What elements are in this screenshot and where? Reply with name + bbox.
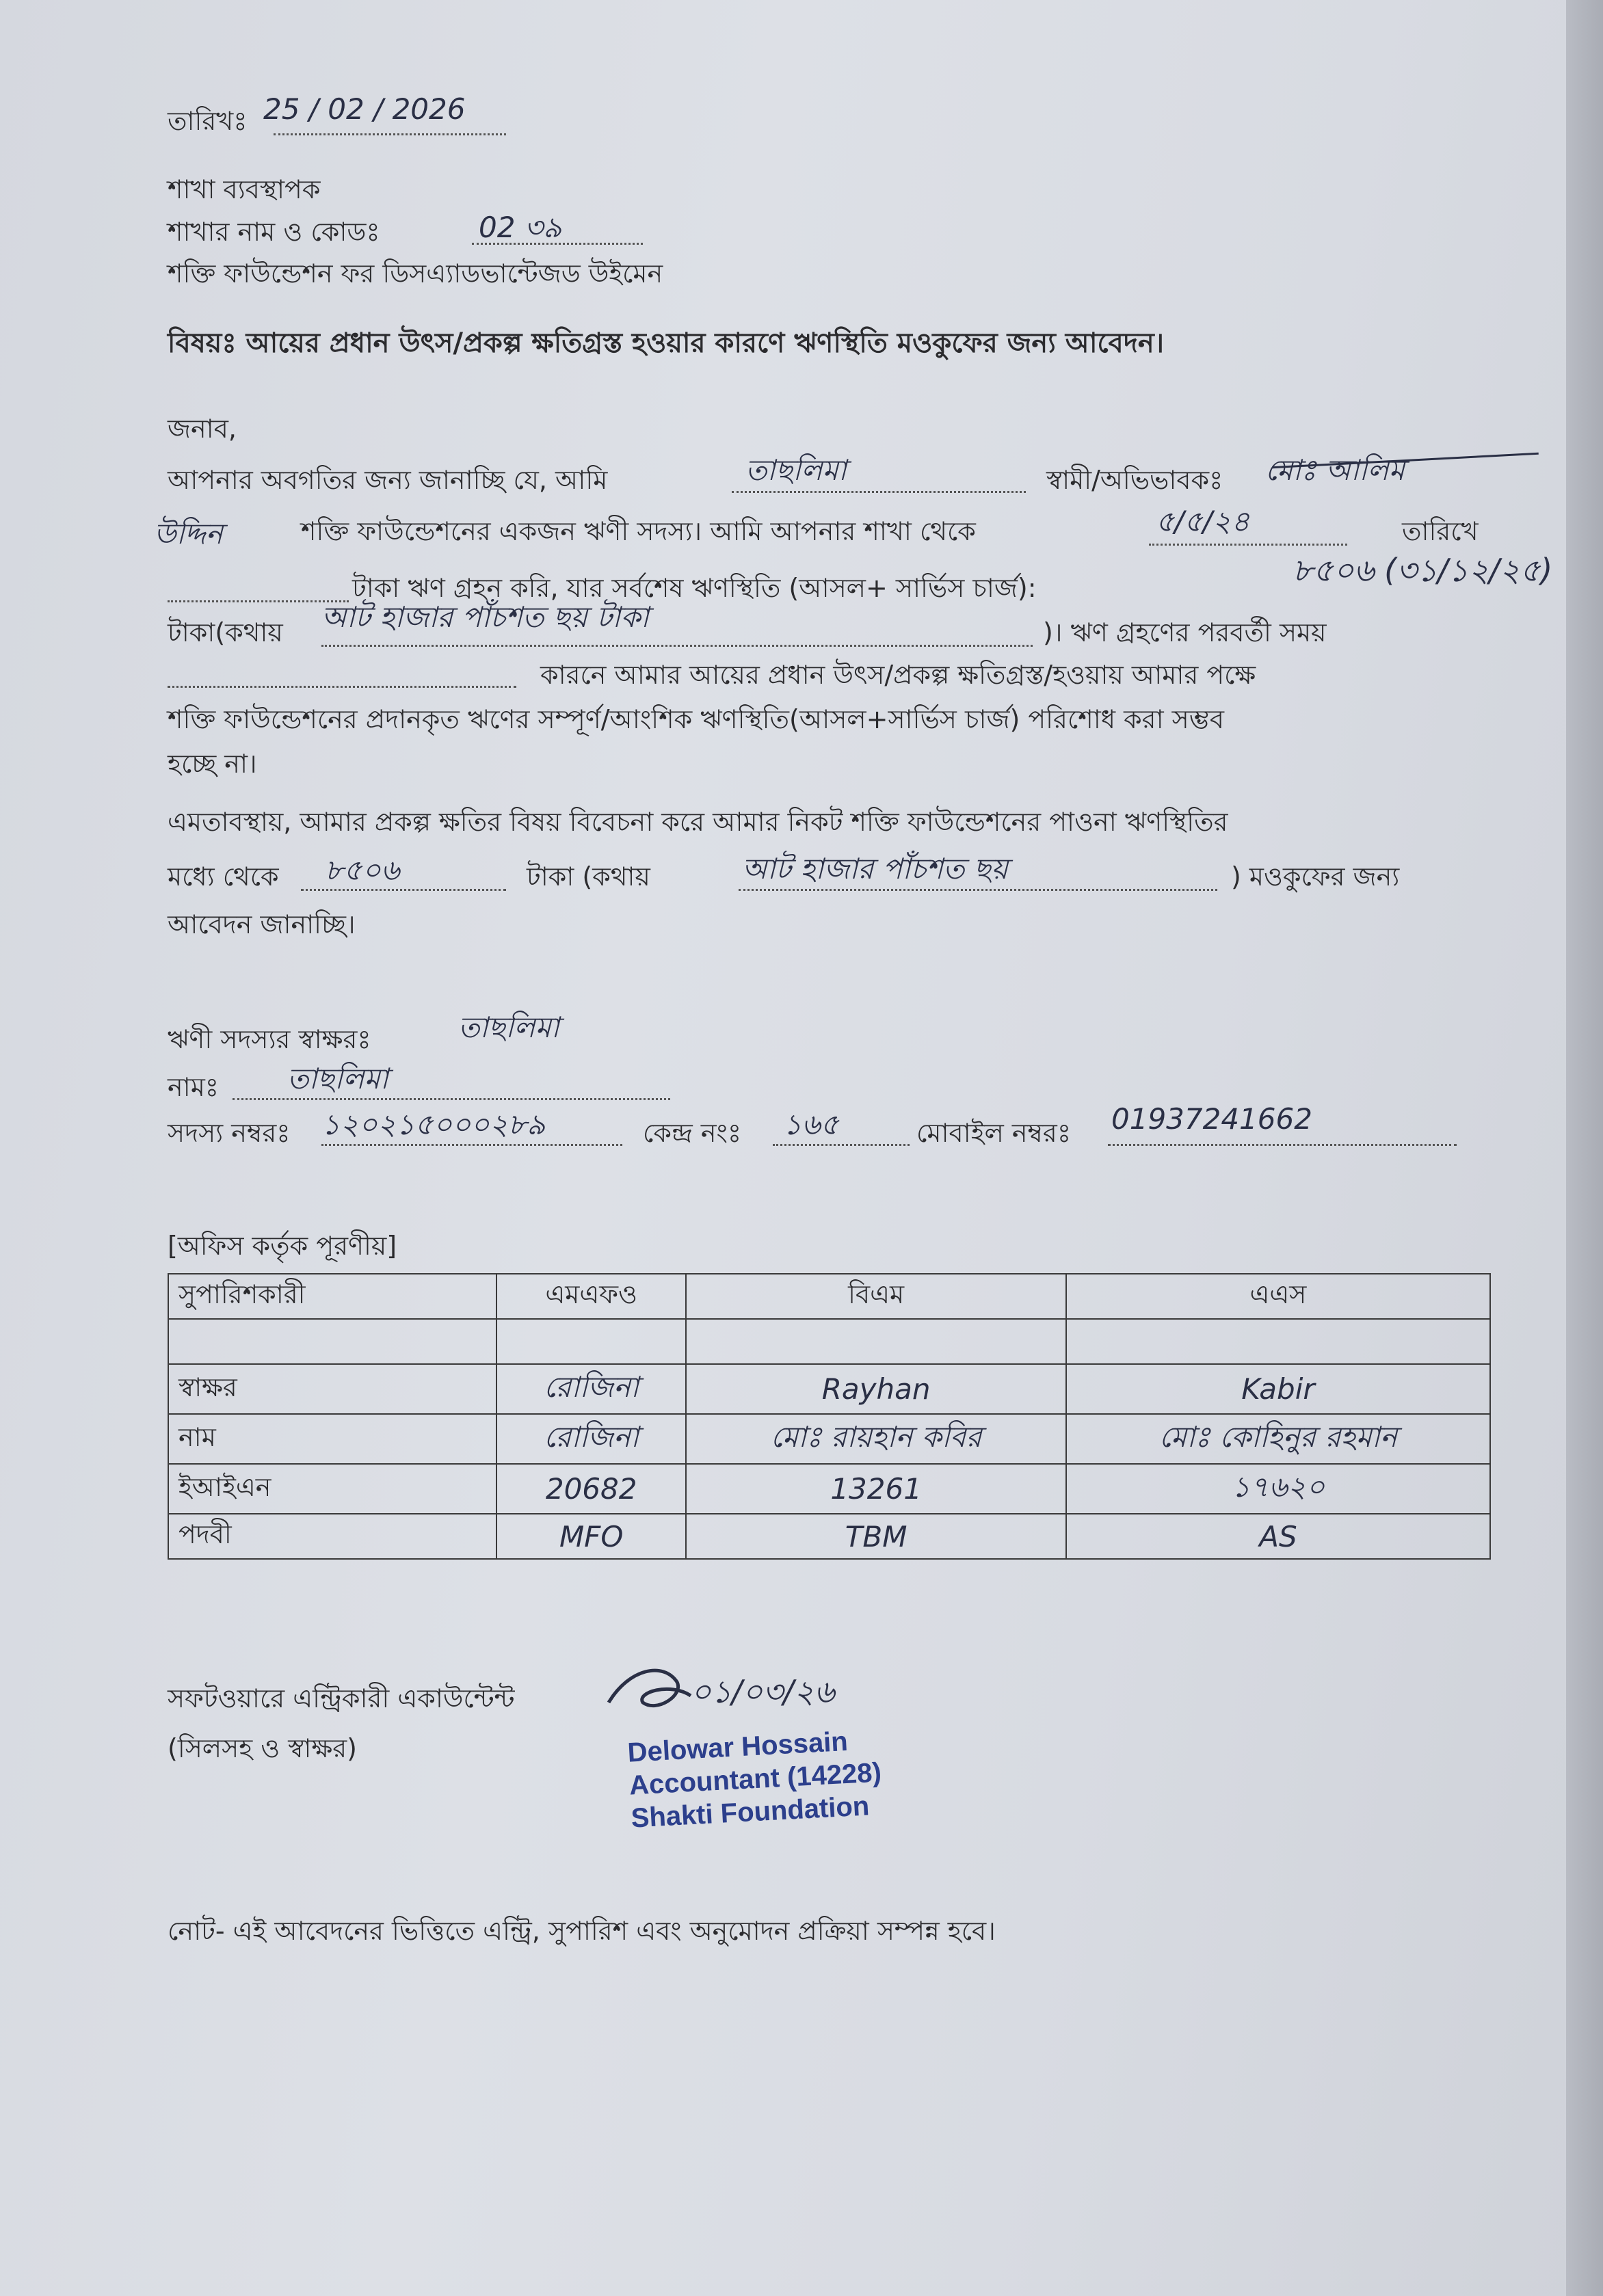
member-number-label: সদস্য নম্বরঃ [168,1118,291,1148]
para1-line7: হচ্ছে না। [168,749,257,779]
table-cell: MFO [496,1514,686,1559]
member-name-value: তাছলিমা [287,1062,388,1095]
applicant-name-value: তাছলিমা [745,453,847,487]
table-cell [1066,1319,1490,1364]
accountant-stamp [626,1723,884,1834]
outstanding-value: ৮৫০৬ (৩১/১২/২৫) [1293,552,1553,589]
para1-line5: কারনে আমার আয়ের প্রধান উৎস/প্রকল্প ক্ষতিগ্রস্ত/হওয়ায় আমার পক্ষে [540,660,1256,690]
table-cell: স্বাক্ষর [168,1364,496,1414]
table-row [168,1414,1490,1464]
waiver-words-value: আট হাজার পাঁচশত ছয় [742,852,1008,885]
guardian-value-2: উদ্দিন [154,517,223,550]
para1-line2-b: তারিখে [1402,516,1479,546]
date-label: তারিখঃ [168,106,248,136]
subject-line: বিষয়ঃ আয়ের প্রধান উৎস/প্রকল্প ক্ষতিগ্রস্ত হওয়ার কারণে ঋণস্থিতি মওকুফের জন্য আবেদন। [168,328,1165,359]
table-cell: মোঃ কোহিনুর রহমান [1066,1414,1490,1464]
stamp-line: Delowar Hossain [626,1726,849,1768]
member-signature-label: ঋণী সদস্যর স্বাক্ষরঃ [168,1024,371,1054]
table-cell [686,1319,1066,1364]
para2-line2-b: টাকা (কথায় [527,862,650,892]
office-table [168,1273,1491,1560]
accountant-note: (সিলসহ ও স্বাক্ষর) [168,1733,357,1763]
table-cell [168,1319,496,1364]
guardian-label: স্বামী/অভিভাবকঃ [1046,465,1223,495]
table-cell: TBM [686,1514,1066,1559]
para1-line4-a: টাকা(কথায় [168,617,283,648]
table-cell: নাম [168,1414,496,1464]
stamp-line: Accountant (14228) [628,1757,882,1801]
table-cell: এএস [1066,1274,1490,1319]
para1-line1-a: আপনার অবগতির জন্য জানাচ্ছি যে, আমি [168,465,608,495]
table-cell: মোঃ রায়হান কবির [686,1414,1066,1464]
date-dotline [274,133,506,135]
table-cell: 20682 [496,1464,686,1514]
addressee-title: শাখা ব্যবস্থাপক [168,174,321,204]
center-value: ১৬৫ [783,1108,839,1141]
para2-line3: আবেদন জানাচ্ছি। [168,909,356,939]
table-row [168,1514,1490,1559]
table-row [168,1364,1490,1414]
table-cell: সুপারিশকারী [168,1274,496,1319]
date-value: 25 / 02 / 2026 [263,92,466,126]
para2-line2-c: ) মওকুফের জন্য [1231,862,1400,892]
footer-note: নোট- এই আবেদনের ভিত্তিতে এন্ট্রি, সুপারিশ এবং অনুমোদন প্রক্রিয়া সম্পন্ন হবে। [168,1916,996,1946]
organization-name: শক্তি ফাউন্ডেশন ফর ডিসএ্যাডভান্টেজড উইমেন [168,258,663,289]
background-shadow [1566,0,1603,2296]
para2-line1: এমতাবস্থায়, আমার প্রকল্প ক্ষতির বিষয় বিবেচনা করে আমার নিকট শক্তি ফাউন্ডেশনের পাওনা ঋণস্থিতির [168,807,1228,837]
accountant-signature-date: ০১/০৩/২৬ [691,1673,835,1710]
table-row [168,1274,1490,1319]
table-cell [496,1319,686,1364]
accountant-label: সফটওয়ারে এন্ট্রিকারী একাউন্টেন্ট [168,1683,515,1713]
salutation: জনাব, [168,414,237,444]
mobile-dotline [1108,1144,1457,1146]
table-cell: AS [1066,1514,1490,1559]
mobile-label: মোবাইল নম্বরঃ [916,1118,1072,1148]
center-label: কেন্দ্র নংঃ [643,1118,742,1148]
branch-label: শাখার নাম ও কোডঃ [168,217,380,247]
para1-line6: শক্তি ফাউন্ডেশনের প্রদানকৃত ঋণের সম্পূর্ণ/আংশিক ঋণস্থিতি(আসল+সার্ভিস চার্জ) পরিশোধ করা সম্ভব [168,704,1224,734]
guardian-value-1: মোঃ আলিম [1265,453,1405,487]
table-cell: রোজিনা [496,1414,686,1464]
member-name-label: নামঃ [168,1072,220,1102]
table-cell: পদবী [168,1514,496,1559]
para1-line3-a: টাকা ঋণ গ্রহন করি, যার সর্বশেষ ঋণস্থিতি (আসল+ সার্ভিস চার্জ): [352,573,1037,603]
para1-line4-b: )। ঋণ গ্রহণের পরবর্তী সময় [1043,617,1327,648]
table-cell: রোজিনা [496,1364,686,1414]
table-row [168,1464,1490,1514]
office-section-title: [অফিস কর্তৃক পূরণীয়] [168,1231,397,1261]
para2-line2-a: মধ্যে থেকে [168,862,279,892]
branch-value: 02 ৩৯ [479,211,562,244]
member-signature: তাছলিমা [458,1011,559,1044]
mobile-value: 01937241662 [1111,1102,1312,1136]
table-cell: এমএফও [496,1274,686,1319]
table-row [168,1319,1490,1364]
member-number-value: ১২০২১৫০০০২৮৯ [321,1108,546,1141]
loan-date-value: ৫/৫/২৪ [1156,505,1250,538]
table-cell: ১৭৬২০ [1066,1464,1490,1514]
accountant-signature-scribble [602,1655,698,1730]
stamp-line: Shakti Foundation [630,1791,871,1834]
waiver-amount-value: ৮৫০৬ [325,853,400,887]
table-cell: বিএম [686,1274,1066,1319]
table-cell: ইআইএন [168,1464,496,1514]
amount-words-value: আট হাজার পাঁচশত ছয় টাকা [321,600,649,634]
reason-dotline [168,686,516,688]
table-cell: Kabir [1066,1364,1490,1414]
amount-words-dotline [321,645,1033,647]
table-cell: Rayhan [686,1364,1066,1414]
para1-line2-a: শক্তি ফাউন্ডেশনের একজন ঋণী সদস্য। আমি আপনার শাখা থেকে [301,516,976,546]
table-cell: 13261 [686,1464,1066,1514]
